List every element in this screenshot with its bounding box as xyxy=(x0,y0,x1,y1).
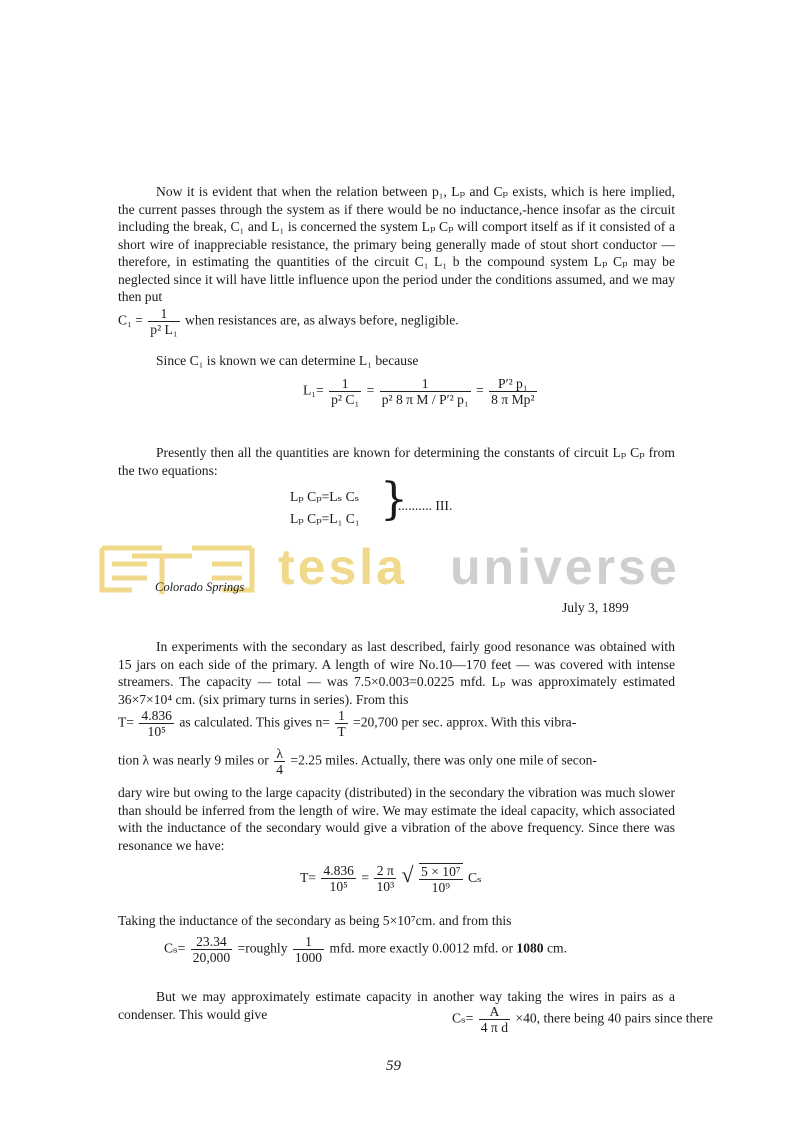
date-heading: July 3, 1899 xyxy=(562,600,629,615)
paragraph-5: Taking the inductance of the secondary as being 5×10⁷cm. and from this xyxy=(118,913,512,928)
equation-label: .......... III. xyxy=(398,498,453,513)
page-number: 59 xyxy=(386,1058,401,1074)
equation-Cs: Cₛ= $\frac{23.34}{20,000}$ =roughly $\frac{1}{1000}$ mfd. more exactly 0.0012 mfd. or 1080 cm. xyxy=(164,934,567,965)
logo-word-tesla: tesla xyxy=(278,539,407,595)
brace: } xyxy=(380,474,408,525)
equation-c1: C₁ = $\frac{1}{\text{p² L₁}}$ when resistances are, as always before, negligible. xyxy=(118,306,459,337)
equation-system: Lₚ Cₚ=Lₛ Cₛ Lₚ Cₚ=L₁ C₁ xyxy=(290,489,360,526)
equation-C40: Cₛ= $\frac{A}{\text{4 π d}}$ ×40, there being 40 pairs since there xyxy=(452,1004,713,1035)
paragraph-2: Since C₁ is known we can determine L₁ because xyxy=(156,353,419,368)
paragraph-4a: In experiments with the secondary as last described, fairly good resonance was obtained with 15 jars on each side of the primary. A length of wire No.10—170 feet — was covered with intense streamers. The capacity — total — was 7.5×0.003=0.0225 mfd. Lₚ was approximately estimated 36×7×10⁴ cm. (six primary turns in series). From this xyxy=(118,639,675,707)
paragraph-4b: dary wire but owing to the large capacity (distributed) in the secondary the vibration was much slower than should be inferred from the length of wire. We may estimate the ideal capacity, which associated with the inductance of the secondary would give a vibration of the above frequency. Since there was resonance we have: xyxy=(118,785,675,853)
equation-lambda: tion λ was nearly 9 miles or $\frac{\lambda}{4}$ =2.25 miles. Actually, there was only one mile of secon- xyxy=(118,746,597,777)
equation-T: T= $\frac{4.836}{\text{10⁵}}$ as calculated. This gives n= $\frac{1}{T}$ =20,700 per sec. approx. With this vibra- xyxy=(118,708,577,739)
location-heading: Colorado Springs xyxy=(155,580,245,594)
equation-T2: T= $\frac{4.836}{\text{10⁵}}$ = $\frac{2 \pi}{\text{10³}}$ √ $\frac{\text{5 × 10⁷}}{\text{10⁹}}$ Cₛ xyxy=(300,862,482,895)
paragraph-1: Now it is evident that when the relation between p₁, Lₚ and Cₚ exists, which is here implied, the current passes through the system as if there would be no inductance,-hence insofar as the circuit including the break, C₁ and L₁ is concerned the system Lₚ Cₚ will comport itself as if it consisted of a short wire of inappreciable resistance, the primary being generally made of stout short conductor — therefore, in estimating the quantities of the circuit C₁ L₁ b the compound system Lₚ Cₚ may be neglected since it will have little influence upon the period under the conditions assumed, and we may then put xyxy=(118,184,675,304)
paragraph-3: Presently then all the quantities are known for determining the constants of circuit Lₚ Cₚ from the two equations: xyxy=(118,445,675,478)
logo-word-universe: universe xyxy=(450,539,680,595)
equation-l1: L₁= $\frac{1}{\text{p² C₁}}$ = $\frac{1}{\text{p² 8 π M / P′² p₁}}$ = $\frac{\text{P′² p₁}}{\text{8 π Mp²}}$ xyxy=(303,376,535,407)
paragraph-6: But we may approximately estimate capacity in another way taking the wires in pairs as a condenser. This would give xyxy=(118,989,675,1022)
